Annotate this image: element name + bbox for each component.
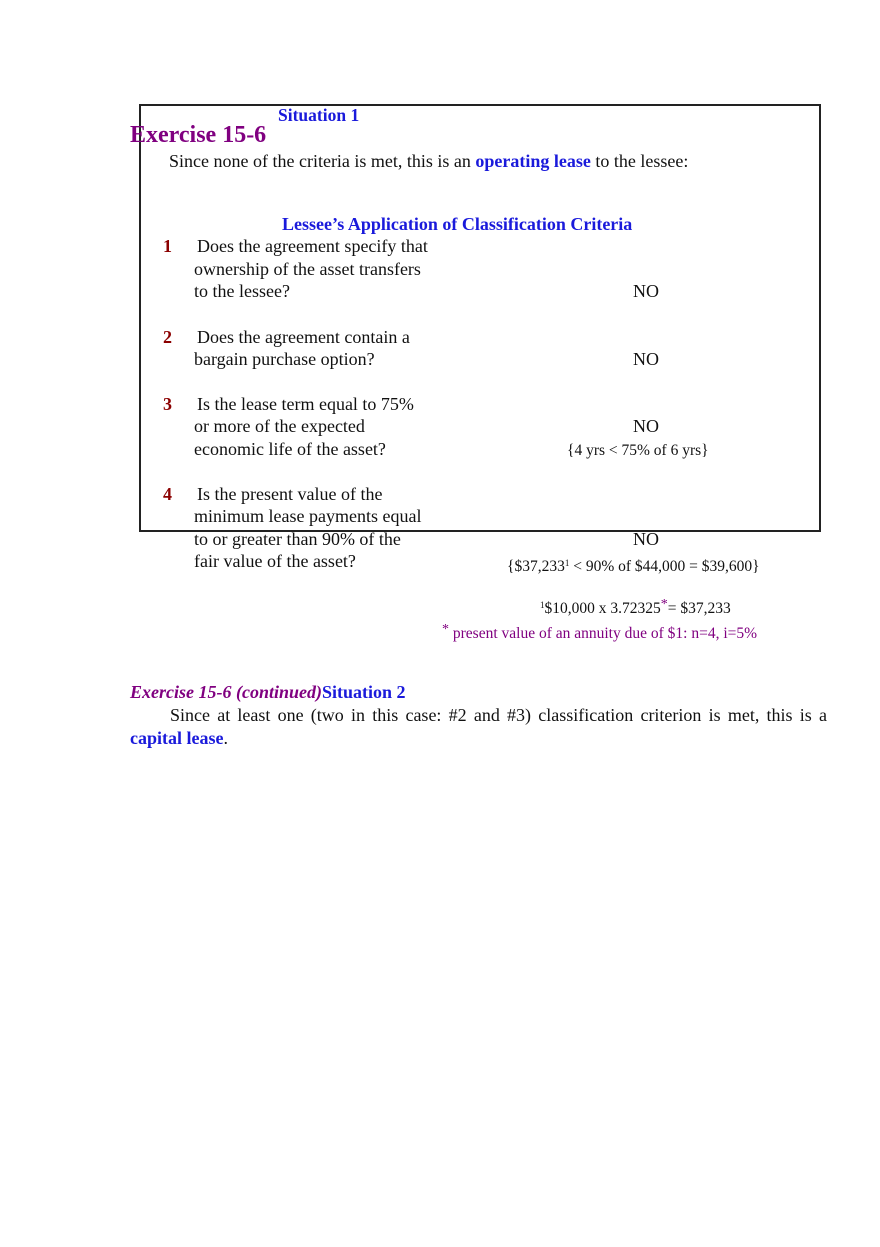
note-part: < 90% of $44,000 = $39,600} — [569, 558, 760, 575]
criterion-note: {4 yrs < 75% of 6 yrs} — [567, 442, 709, 459]
annuity-footnote — [442, 619, 757, 645]
situation-2-label: Situation 2 — [321, 682, 406, 702]
footnote-calculation — [540, 594, 731, 620]
criterion-number: 2 — [163, 327, 172, 347]
criterion-line: fair value of the asset? — [194, 551, 356, 571]
criterion-answer: NO — [633, 349, 659, 369]
criterion-line: ownership of the asset transfers — [194, 259, 421, 279]
asterisk: * — [660, 597, 668, 612]
annuity-footnote-text: present value of an annuity due of $1: n=4, i=5% — [449, 625, 758, 642]
footnote-ref: 1 — [540, 600, 545, 610]
criterion-line: Is the present value of the — [197, 484, 383, 504]
criterion-number: 3 — [163, 394, 172, 414]
criterion-line: to the lessee? — [194, 281, 290, 301]
asterisk: * — [442, 622, 449, 637]
criterion-answer: NO — [633, 416, 659, 436]
criterion-number: 1 — [163, 236, 172, 256]
criterion-answer: NO — [633, 281, 659, 301]
conclusion-after: . — [223, 727, 228, 748]
criterion-line: economic life of the asset? — [194, 439, 386, 459]
criteria-heading: Lessee’s Application of Classification Criteria — [282, 214, 633, 234]
footnote-ref: 1 — [564, 558, 570, 568]
operating-lease-highlight: operating lease — [475, 151, 591, 171]
intro-before: Since none of the criteria is met, this is an — [169, 151, 476, 171]
continued-title: Exercise 15-6 (continued) — [130, 682, 322, 702]
criterion-line: Does the agreement contain a — [197, 327, 410, 347]
conclusion-paragraph — [130, 704, 827, 749]
criterion-line: or more of the expected — [194, 416, 365, 436]
criterion-number: 4 — [163, 484, 172, 504]
exercise-title: Exercise 15-6 — [130, 122, 267, 148]
footnote-result: = $37,233 — [667, 600, 731, 617]
conclusion-before: Since at least one (two in this case: #2 and #3) classification criterion is met, this is a — [170, 705, 827, 725]
criterion-line: bargain purchase option? — [194, 349, 375, 369]
criterion-line: minimum lease payments equal — [194, 506, 422, 526]
situation-1-label: Situation 1 — [278, 105, 360, 125]
intro-text — [169, 150, 688, 172]
capital-lease-highlight: capital lease — [130, 727, 224, 748]
criterion-note — [507, 552, 760, 578]
criterion-line: to or greater than 90% of the — [194, 529, 401, 549]
note-part: {$37,233 — [507, 558, 565, 575]
intro-after: to the lessee: — [590, 151, 689, 171]
criterion-line: Is the lease term equal to 75% — [197, 394, 414, 414]
footnote-text: $10,000 x 3.72325 — [544, 600, 661, 617]
criterion-answer: NO — [633, 529, 659, 549]
criterion-line: Does the agreement specify that — [197, 236, 428, 256]
continued-heading — [130, 681, 406, 703]
